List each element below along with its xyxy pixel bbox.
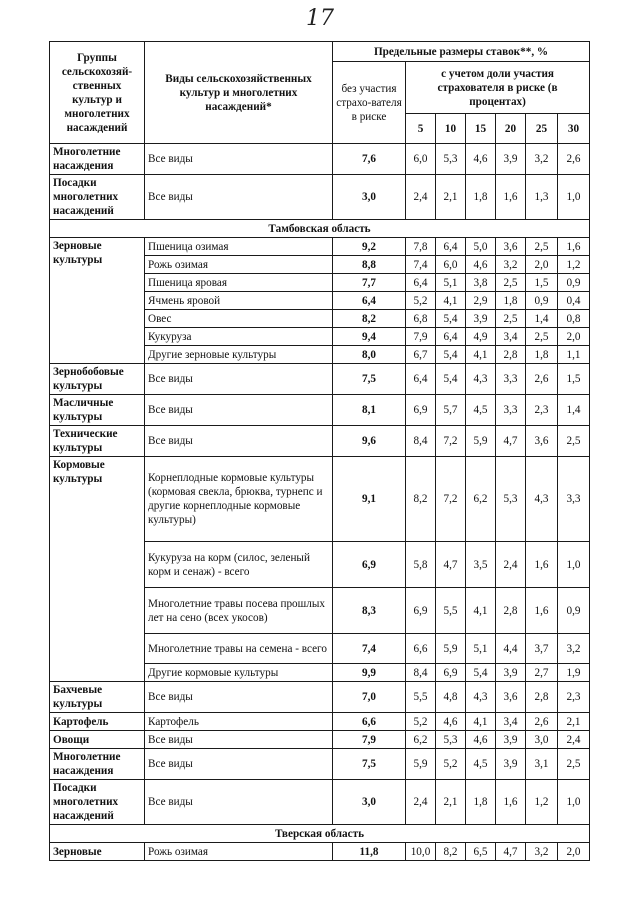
rate-share-20: 2,5 — [496, 310, 526, 328]
rate-share-25: 1,8 — [526, 346, 558, 364]
rate-share-10: 5,7 — [436, 395, 466, 426]
rate-share-20: 3,3 — [496, 395, 526, 426]
rate-share-5: 6,9 — [406, 588, 436, 634]
crop-kind: Все виды — [145, 682, 333, 713]
rate-without-participation: 7,0 — [333, 682, 406, 713]
rate-without-participation: 6,6 — [333, 713, 406, 731]
rate-without-participation: 7,9 — [333, 731, 406, 749]
header-limits: Предельные размеры ставок**, % — [333, 42, 590, 62]
rate-share-30: 3,3 — [558, 457, 590, 542]
rate-share-10: 7,2 — [436, 426, 466, 457]
rate-share-30: 1,6 — [558, 238, 590, 256]
crop-kind: Все виды — [145, 395, 333, 426]
rate-share-30: 0,9 — [558, 588, 590, 634]
rate-share-20: 3,6 — [496, 682, 526, 713]
rate-without-participation: 9,9 — [333, 664, 406, 682]
header-group: Группы сельскохозяй-ственных культур и многолетних насаждений — [50, 42, 145, 144]
crop-group: Овощи — [50, 731, 145, 749]
rate-share-15: 5,9 — [466, 426, 496, 457]
page-number: 17 — [306, 6, 334, 31]
header-with: с учетом доли участия страхователя в риске (в процентах) — [406, 62, 590, 114]
crop-kind: Многолетние травы на семена - всего — [145, 634, 333, 664]
rate-without-participation: 7,6 — [333, 144, 406, 175]
rate-share-5: 6,9 — [406, 395, 436, 426]
rate-without-participation: 11,8 — [333, 843, 406, 861]
rate-without-participation: 7,7 — [333, 274, 406, 292]
crop-group: Бахчевые культуры — [50, 682, 145, 713]
rate-without-participation: 8,0 — [333, 346, 406, 364]
rate-share-10: 8,2 — [436, 843, 466, 861]
rate-share-20: 5,3 — [496, 457, 526, 542]
rate-share-15: 4,3 — [466, 682, 496, 713]
rate-share-15: 1,8 — [466, 175, 496, 220]
rate-share-15: 4,1 — [466, 588, 496, 634]
rate-share-15: 1,8 — [466, 780, 496, 825]
rate-share-5: 2,4 — [406, 780, 436, 825]
crop-kind: Корнеплодные кормовые культуры (кормовая свекла, брюква, турнепс и другие корнеплодные кормовые культуры) — [145, 457, 333, 542]
header-without: без участия страхо-вателя в риске — [333, 62, 406, 144]
rate-without-participation: 8,3 — [333, 588, 406, 634]
rate-share-25: 3,2 — [526, 144, 558, 175]
rate-share-10: 6,4 — [436, 238, 466, 256]
crop-kind: Картофель — [145, 713, 333, 731]
crop-kind: Все виды — [145, 731, 333, 749]
rate-share-30: 2,1 — [558, 713, 590, 731]
crop-group: Многолетние насаждения — [50, 749, 145, 780]
crop-group: Посадки многолетних насаждений — [50, 175, 145, 220]
table-row — [50, 175, 590, 220]
rate-share-15: 4,5 — [466, 749, 496, 780]
rate-without-participation: 7,5 — [333, 364, 406, 395]
rate-share-30: 2,3 — [558, 682, 590, 713]
rate-share-5: 8,4 — [406, 664, 436, 682]
rate-without-participation: 9,6 — [333, 426, 406, 457]
rate-share-25: 3,0 — [526, 731, 558, 749]
rate-share-25: 2,5 — [526, 238, 558, 256]
crop-group: Технические культуры — [50, 426, 145, 457]
rate-share-15: 4,1 — [466, 346, 496, 364]
rate-share-5: 7,9 — [406, 328, 436, 346]
rate-without-participation: 8,2 — [333, 310, 406, 328]
rate-share-15: 4,3 — [466, 364, 496, 395]
rate-share-30: 0,9 — [558, 274, 590, 292]
rate-share-25: 2,6 — [526, 713, 558, 731]
rate-share-30: 1,2 — [558, 256, 590, 274]
rate-share-30: 2,4 — [558, 731, 590, 749]
rate-share-10: 6,0 — [436, 256, 466, 274]
rate-share-15: 4,6 — [466, 256, 496, 274]
rate-share-30: 2,5 — [558, 426, 590, 457]
crop-kind: Все виды — [145, 749, 333, 780]
rate-share-15: 3,5 — [466, 542, 496, 588]
table-row — [50, 364, 590, 395]
rate-share-5: 6,0 — [406, 144, 436, 175]
rate-share-10: 5,3 — [436, 731, 466, 749]
rate-without-participation: 3,0 — [333, 175, 406, 220]
rate-share-20: 3,4 — [496, 713, 526, 731]
rate-share-5: 6,7 — [406, 346, 436, 364]
crop-group: Многолетние насаждения — [50, 144, 145, 175]
rate-share-15: 4,6 — [466, 731, 496, 749]
rate-share-20: 3,9 — [496, 144, 526, 175]
rate-share-25: 2,3 — [526, 395, 558, 426]
rate-share-10: 4,7 — [436, 542, 466, 588]
rate-share-15: 3,9 — [466, 310, 496, 328]
table-row — [50, 426, 590, 457]
rate-share-30: 2,0 — [558, 843, 590, 861]
rate-share-15: 5,1 — [466, 634, 496, 664]
header-share-25: 25 — [526, 114, 558, 144]
rate-share-20: 3,3 — [496, 364, 526, 395]
rate-share-5: 8,4 — [406, 426, 436, 457]
rate-share-20: 2,8 — [496, 588, 526, 634]
rate-share-5: 6,4 — [406, 274, 436, 292]
rate-without-participation: 8,1 — [333, 395, 406, 426]
rate-share-5: 5,9 — [406, 749, 436, 780]
header-kind: Виды сельскохозяйственных культур и многолетних насаждений* — [145, 42, 333, 144]
rate-share-25: 1,4 — [526, 310, 558, 328]
table-row — [50, 713, 590, 731]
crop-group: Посадки многолетних насаждений — [50, 780, 145, 825]
rate-share-30: 1,5 — [558, 364, 590, 395]
rate-share-10: 4,1 — [436, 292, 466, 310]
rate-share-5: 10,0 — [406, 843, 436, 861]
rate-share-10: 2,1 — [436, 175, 466, 220]
crop-kind: Все виды — [145, 364, 333, 395]
crop-group: Кормовые культуры — [50, 457, 145, 682]
rate-share-15: 2,9 — [466, 292, 496, 310]
rate-share-25: 2,0 — [526, 256, 558, 274]
rate-without-participation: 6,9 — [333, 542, 406, 588]
rate-share-5: 5,2 — [406, 292, 436, 310]
rate-share-20: 1,6 — [496, 175, 526, 220]
rate-share-10: 4,6 — [436, 713, 466, 731]
table-row — [50, 731, 590, 749]
rate-share-30: 2,5 — [558, 749, 590, 780]
crop-group: Зерновые — [50, 843, 145, 861]
rate-share-10: 5,4 — [436, 364, 466, 395]
crop-kind: Пшеница озимая — [145, 238, 333, 256]
rate-share-20: 3,6 — [496, 238, 526, 256]
crop-kind: Рожь озимая — [145, 843, 333, 861]
rate-share-20: 3,9 — [496, 731, 526, 749]
rate-share-5: 2,4 — [406, 175, 436, 220]
rate-share-10: 5,4 — [436, 346, 466, 364]
rate-share-30: 0,4 — [558, 292, 590, 310]
rate-share-30: 1,4 — [558, 395, 590, 426]
rate-without-participation: 9,2 — [333, 238, 406, 256]
crop-kind: Кукуруза — [145, 328, 333, 346]
rate-share-25: 1,2 — [526, 780, 558, 825]
rate-share-20: 1,6 — [496, 780, 526, 825]
crop-kind: Все виды — [145, 780, 333, 825]
rate-share-25: 2,5 — [526, 328, 558, 346]
rate-share-20: 3,9 — [496, 664, 526, 682]
rate-share-25: 3,1 — [526, 749, 558, 780]
rate-share-25: 2,7 — [526, 664, 558, 682]
crop-kind: Другие кормовые культуры — [145, 664, 333, 682]
rate-share-15: 4,6 — [466, 144, 496, 175]
crop-kind: Пшеница яровая — [145, 274, 333, 292]
rate-share-30: 1,1 — [558, 346, 590, 364]
rate-share-20: 2,5 — [496, 274, 526, 292]
region-title: Тамбовская область — [50, 220, 590, 238]
rate-share-10: 6,9 — [436, 664, 466, 682]
rate-share-5: 6,2 — [406, 731, 436, 749]
rate-share-25: 3,6 — [526, 426, 558, 457]
rate-share-30: 1,0 — [558, 780, 590, 825]
rate-without-participation: 8,8 — [333, 256, 406, 274]
rate-share-10: 5,9 — [436, 634, 466, 664]
rate-share-15: 5,0 — [466, 238, 496, 256]
rate-share-5: 5,8 — [406, 542, 436, 588]
rate-share-5: 5,5 — [406, 682, 436, 713]
crop-group: Зернобобовые культуры — [50, 364, 145, 395]
rate-share-30: 3,2 — [558, 634, 590, 664]
rate-share-10: 6,4 — [436, 328, 466, 346]
crop-kind: Многолетние травы посева прошлых лет на сено (всех укосов) — [145, 588, 333, 634]
crop-group: Масличные культуры — [50, 395, 145, 426]
rate-share-15: 5,4 — [466, 664, 496, 682]
crop-group: Зерновые культуры — [50, 238, 145, 364]
rate-share-5: 6,6 — [406, 634, 436, 664]
rate-share-25: 1,5 — [526, 274, 558, 292]
rate-share-25: 4,3 — [526, 457, 558, 542]
rate-share-15: 4,5 — [466, 395, 496, 426]
header-share-30: 30 — [558, 114, 590, 144]
rate-share-25: 0,9 — [526, 292, 558, 310]
rate-share-5: 6,4 — [406, 364, 436, 395]
rate-share-10: 5,3 — [436, 144, 466, 175]
rate-share-15: 6,5 — [466, 843, 496, 861]
rate-without-participation: 9,4 — [333, 328, 406, 346]
header-share-10: 10 — [436, 114, 466, 144]
region-row — [50, 825, 590, 843]
rate-without-participation: 7,4 — [333, 634, 406, 664]
rate-share-15: 3,8 — [466, 274, 496, 292]
rate-share-10: 5,4 — [436, 310, 466, 328]
table-row — [50, 144, 590, 175]
crop-kind: Овес — [145, 310, 333, 328]
rate-share-15: 6,2 — [466, 457, 496, 542]
crop-group: Картофель — [50, 713, 145, 731]
rate-without-participation: 3,0 — [333, 780, 406, 825]
rate-share-10: 5,5 — [436, 588, 466, 634]
crop-kind: Все виды — [145, 144, 333, 175]
rate-share-20: 3,2 — [496, 256, 526, 274]
region-title: Тверская область — [50, 825, 590, 843]
rate-share-20: 2,8 — [496, 346, 526, 364]
rate-share-25: 3,7 — [526, 634, 558, 664]
rate-share-20: 3,4 — [496, 328, 526, 346]
rate-share-30: 0,8 — [558, 310, 590, 328]
header-share-5: 5 — [406, 114, 436, 144]
rate-without-participation: 9,1 — [333, 457, 406, 542]
rate-share-5: 8,2 — [406, 457, 436, 542]
table-row — [50, 395, 590, 426]
table-row — [50, 457, 590, 542]
insurance-rates-table — [49, 41, 590, 861]
rate-share-20: 3,9 — [496, 749, 526, 780]
rate-share-10: 5,1 — [436, 274, 466, 292]
rate-share-25: 1,6 — [526, 588, 558, 634]
table-row — [50, 843, 590, 861]
rate-share-10: 2,1 — [436, 780, 466, 825]
rate-share-20: 1,8 — [496, 292, 526, 310]
rate-share-20: 2,4 — [496, 542, 526, 588]
rate-without-participation: 7,5 — [333, 749, 406, 780]
crop-kind: Кукуруза на корм (силос, зеленый корм и сенаж) - всего — [145, 542, 333, 588]
rate-share-30: 1,9 — [558, 664, 590, 682]
rate-share-10: 7,2 — [436, 457, 466, 542]
rate-share-20: 4,7 — [496, 426, 526, 457]
rate-share-5: 7,4 — [406, 256, 436, 274]
region-row — [50, 220, 590, 238]
table-row — [50, 780, 590, 825]
rate-share-10: 4,8 — [436, 682, 466, 713]
rate-share-25: 3,2 — [526, 843, 558, 861]
table-row — [50, 749, 590, 780]
rate-share-25: 2,6 — [526, 364, 558, 395]
rate-share-20: 4,7 — [496, 843, 526, 861]
rate-share-20: 4,4 — [496, 634, 526, 664]
rate-share-25: 2,8 — [526, 682, 558, 713]
rate-share-15: 4,9 — [466, 328, 496, 346]
rate-share-30: 1,0 — [558, 542, 590, 588]
crop-kind: Все виды — [145, 175, 333, 220]
crop-kind: Другие зерновые культуры — [145, 346, 333, 364]
crop-kind: Рожь озимая — [145, 256, 333, 274]
rate-share-5: 6,8 — [406, 310, 436, 328]
rate-without-participation: 6,4 — [333, 292, 406, 310]
table-row — [50, 238, 590, 256]
rate-share-25: 1,6 — [526, 542, 558, 588]
rate-share-5: 7,8 — [406, 238, 436, 256]
crop-kind: Все виды — [145, 426, 333, 457]
crop-kind: Ячмень яровой — [145, 292, 333, 310]
rate-share-30: 2,6 — [558, 144, 590, 175]
rate-share-10: 5,2 — [436, 749, 466, 780]
rate-share-25: 1,3 — [526, 175, 558, 220]
rate-share-30: 1,0 — [558, 175, 590, 220]
header-share-20: 20 — [496, 114, 526, 144]
header-share-15: 15 — [466, 114, 496, 144]
table-row — [50, 682, 590, 713]
rate-share-5: 5,2 — [406, 713, 436, 731]
rate-share-15: 4,1 — [466, 713, 496, 731]
rate-share-30: 2,0 — [558, 328, 590, 346]
